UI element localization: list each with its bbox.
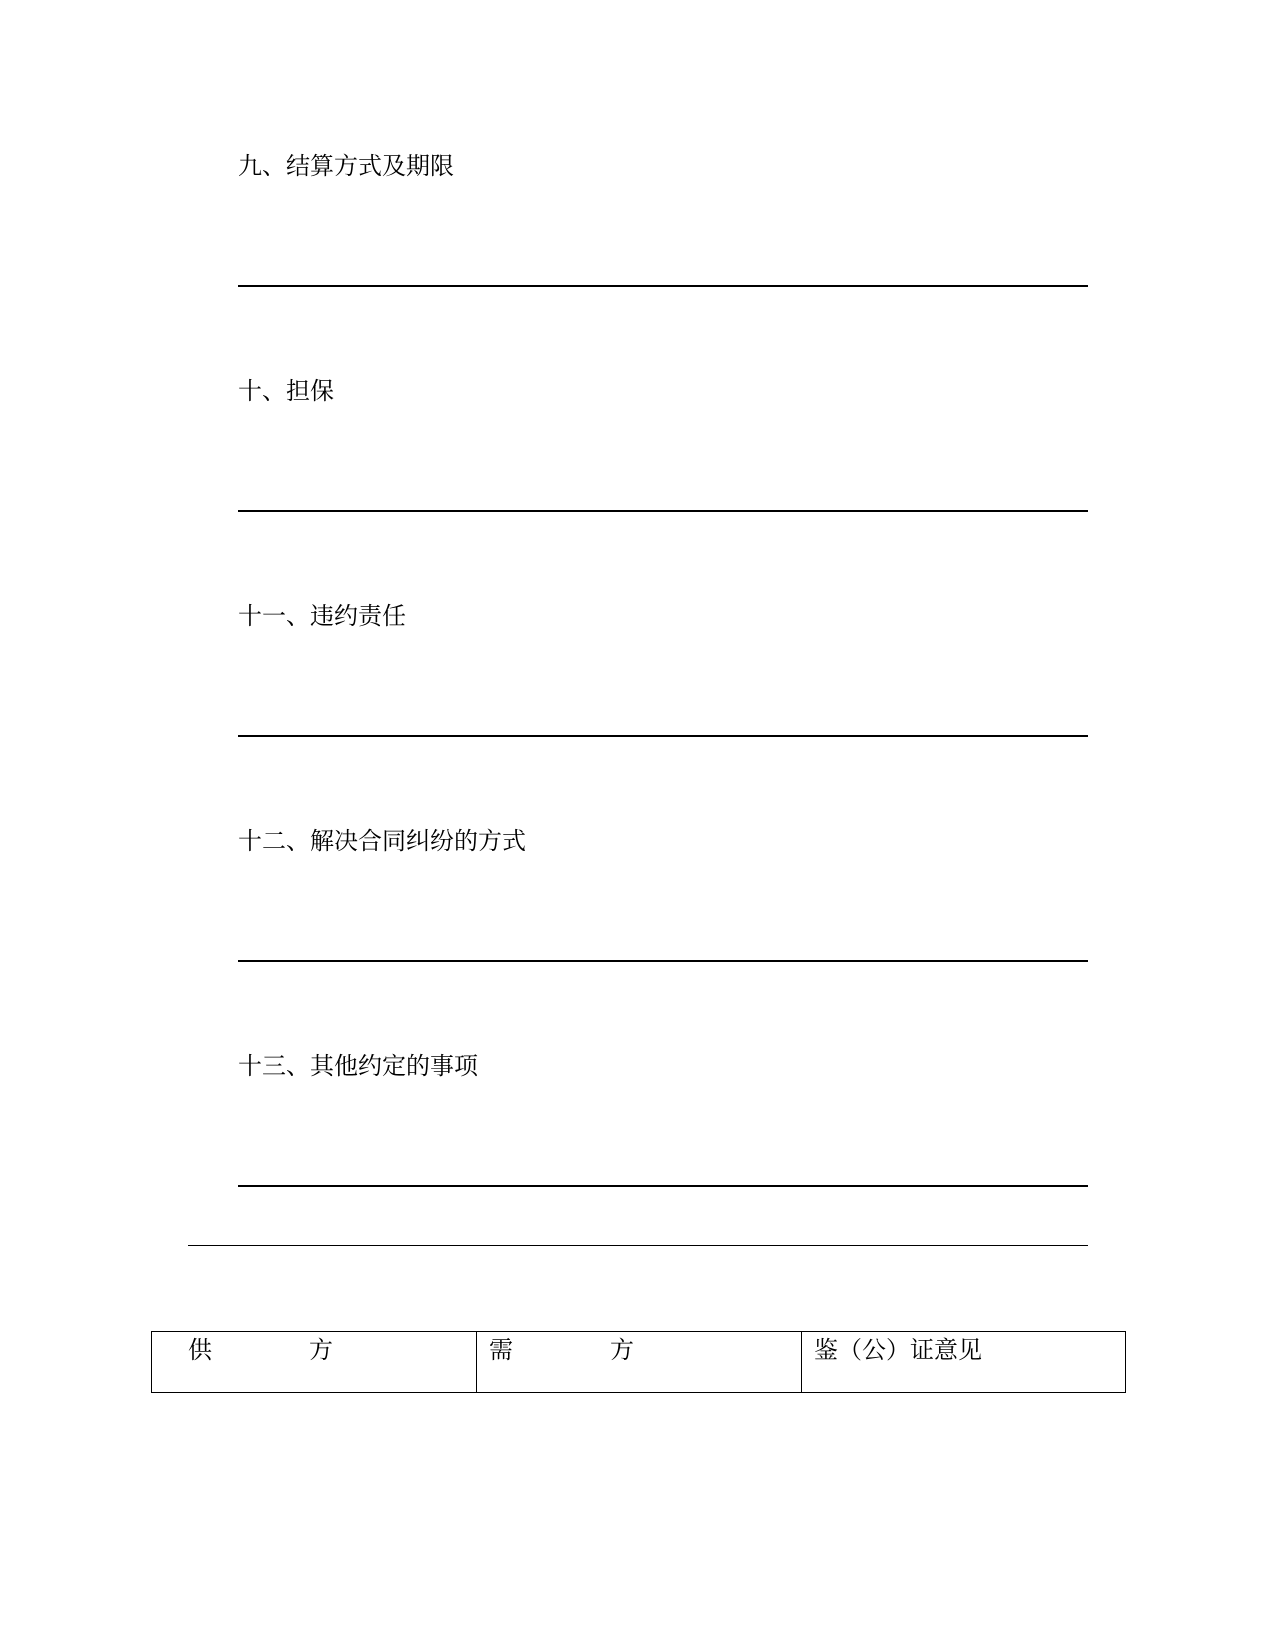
fill-line-guarantee[interactable] xyxy=(238,510,1088,512)
buyer-label-char2: 方 xyxy=(610,1336,634,1364)
supplier-label-char2: 方 xyxy=(309,1336,333,1364)
signature-header-row xyxy=(152,1332,1126,1393)
section-heading-liability: 十一、违约责任 xyxy=(238,602,406,630)
section-heading-guarantee: 十、担保 xyxy=(238,377,334,405)
section-heading-other-matters: 十三、其他约定的事项 xyxy=(238,1052,478,1080)
buyer-label-char1: 需 xyxy=(489,1336,513,1364)
section-heading-settlement: 九、结算方式及期限 xyxy=(238,152,454,180)
section-heading-dispute: 十二、解决合同纠纷的方式 xyxy=(238,827,526,855)
fill-line-liability[interactable] xyxy=(238,735,1088,737)
fill-line-settlement[interactable] xyxy=(238,285,1088,287)
notary-label: 鉴（公）证意见 xyxy=(814,1336,982,1364)
fill-line-other-matters[interactable] xyxy=(238,1185,1088,1187)
fill-line-dispute[interactable] xyxy=(238,960,1088,962)
notary-cell[interactable] xyxy=(802,1332,1126,1393)
page-divider xyxy=(188,1245,1088,1246)
supplier-label-char1: 供 xyxy=(188,1336,212,1364)
buyer-cell[interactable] xyxy=(477,1332,802,1393)
signature-table xyxy=(151,1331,1126,1393)
supplier-cell[interactable] xyxy=(152,1332,477,1393)
